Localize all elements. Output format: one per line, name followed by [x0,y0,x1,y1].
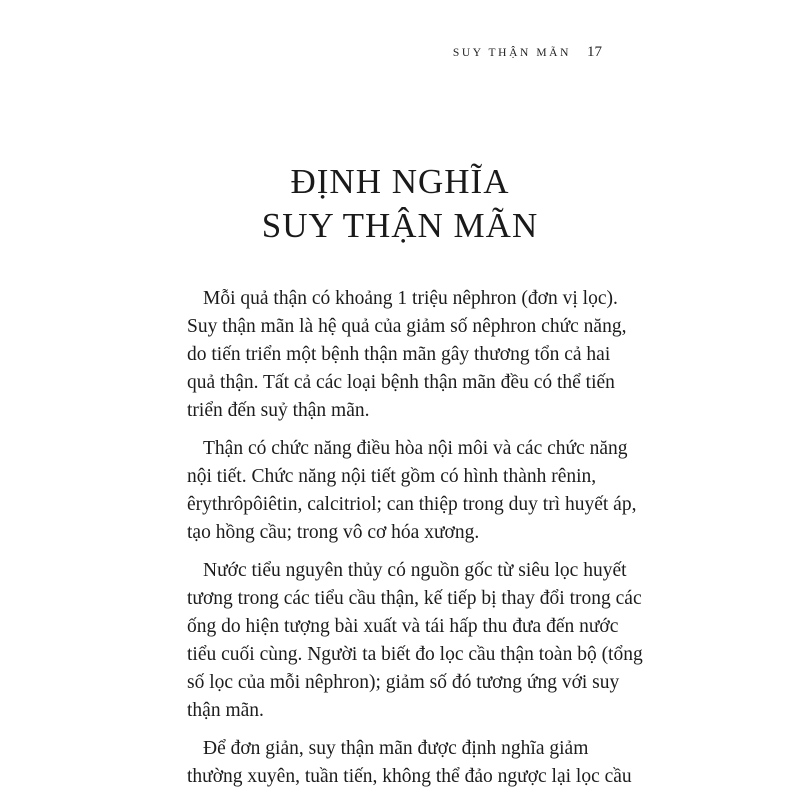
paragraph-2 [187,435,727,547]
chapter-title-line-1: ĐỊNH NGHĨA [290,162,510,201]
chapter-title-line-2: SUY THẬN MÃN [261,206,539,245]
text-line: thường xuyên, tuần tiến, không thể đảo ngược lại lọc cầu [187,766,632,787]
text-line: triển đến suỷ thận mãn. [187,400,370,421]
chapter-title [0,160,800,248]
text-line: Suy thận mãn là hệ quả của giảm số nêphron chức năng, [187,316,627,337]
text-line: tiểu cuối cùng. Người ta biết đo lọc cầu thận toàn bộ (tổng [187,644,643,665]
text-line: số lọc của mỗi nêphron); giảm số đó tương ứng với suy [187,672,620,693]
text-line: do tiến triển một bệnh thận mãn gây thương tổn cả hai [187,344,611,365]
text-line: Để đơn giản, suy thận mãn được định nghĩa giảm [203,738,589,759]
running-header [453,44,602,61]
text-line: Mỗi quả thận có khoảng 1 triệu nêphron (đơn vị lọc). [203,288,618,309]
text-line: ống do hiện tượng bài xuất và tái hấp thu đưa đến nước [187,616,619,637]
paragraph-1 [187,285,727,425]
paragraph-3 [187,557,727,725]
text-line: thận mãn. [187,700,264,721]
text-line: nội tiết. Chức năng nội tiết gồm có hình thành rênin, [187,466,597,487]
text-line: tương trong các tiểu cầu thận, kế tiếp bị thay đổi trong các [187,588,642,609]
page-number: 17 [587,44,602,60]
text-line: Thận có chức năng điều hòa nội môi và các chức năng [203,438,628,459]
paragraph-4 [187,735,727,791]
running-title: SUY THẬN MÃN [452,47,571,59]
body-text [187,285,727,800]
text-line: quả thận. Tất cả các loại bệnh thận mãn đều có thể tiến [187,372,615,393]
text-line: tạo hồng cầu; trong vô cơ hóa xương. [187,522,480,543]
text-line: êrythrôpôiêtin, calcitriol; can thiệp trong duy trì huyết áp, [187,494,637,515]
text-line: Nước tiểu nguyên thủy có nguồn gốc từ siêu lọc huyết [203,560,627,581]
